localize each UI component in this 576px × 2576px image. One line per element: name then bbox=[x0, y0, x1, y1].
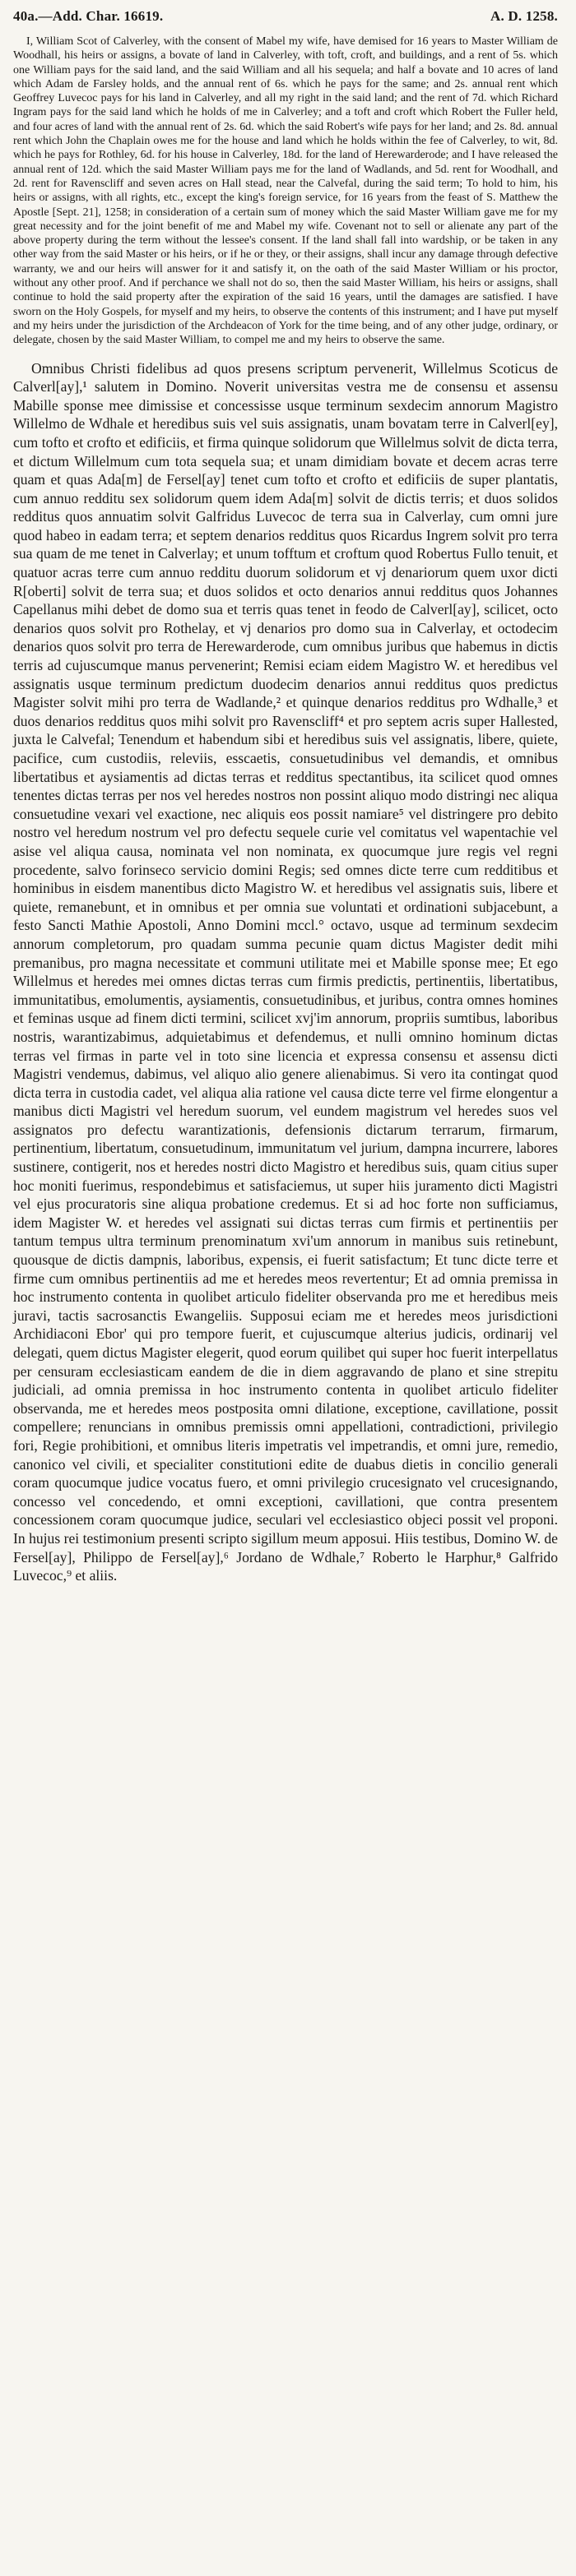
english-abstract-text: I, William Scot of Calverley, with the consent of Mabel my wife, have demised for 16 years to Master William de Woodhall, his heirs or assigns, a bovate of land in Calverley, with toft, croft, and buildings, and a rent of 5s. which one William pays for the said land, and the said William and all his sequela; and half a bovate and 10 acres of land which Adam de Farsley holds, and the annual rent of 6s. which he pays for the same; and 2s. annual rent which Geoffrey Luvecoc pays for his land in Calverley, and all my right in the said land; and the rent of 7d. which Richard Ingram pays for the said land which he holds of me in Calverley; and a toft and croft which Robert the Fuller held, and four acres of land with the annual rent of 2s. 6d. which the said Robert's wife pays for her land; and 2s. 8d. annual rent which John the Chaplain owes me for the house and land which he holds within the fee of Calverley, to wit, 8d. which he pays for Rothley, 6d. for his house in Calverley, 18d. for the land of Herewarderode; and I have released the annual rent of 12d. which the said Master William pays me for the land of Wadlands, and 5d. rent for Woodhall, and 2d. rent for Ravenscliff and seven acres on Hall stead, near the Calvefal, during the said term; To hold to him, his heirs or assigns, with all rights, etc., except the king's foreign service, for 16 years from the feast of S. Matthew the Apostle [Sept. 21], 1258; in consideration of a certain sum of money which the said Master William gave me for my great necessity and for the joint benefit of me and Mabel my wife. Covenant not to sell or alienate any part of the above property during the term without the lessee's consent. If the land shall fall into wardship, or be taken in any other way from the said Master or his heirs, or if he or they, or their assigns, shall incur any damage through defective warranty, we and our heirs will answer for it and satisfy it, on the oath of the said Master William or his proctor, without any other proof. And if perchance we shall not do so, then the said Master William, his heirs or assigns, shall continue to hold the said property after the expiration of the said 16 years, until the damages are satisfied. I have sworn on the Holy Gospels, for myself and my heirs, to observe the contents of this instrument; and I have put myself and my heirs under the jurisdiction of the Archdeacon of York for the time being, and of any other judge, ordinary, or delegate, chosen by the said Master William, to compel me and my heirs to observe the same. bbox=[13, 35, 558, 347]
document-header bbox=[13, 8, 558, 28]
latin-transcription bbox=[13, 359, 558, 1585]
charter-reference: 40a.—Add. Char. 16619. bbox=[13, 8, 164, 24]
charter-date: A. D. 1258. bbox=[490, 8, 558, 24]
document-page bbox=[13, 8, 558, 1585]
english-abstract bbox=[13, 35, 558, 348]
latin-transcription-text: Omnibus Christi fidelibus ad quos presens scriptum pervenerit, Willelmus Scoticus de Calverl[ay],¹ salutem in Domino. Noverit universitas vestra me de consensu et assensu Mabille sponse mee dimissise et concessisse usque terminum sexdecim annorum Magistro Willelmo de Wdhale et heredibus suis vel suis assignatis, unam bovatam terre in Calverl[ey], cum tofto et crofto et edificiis, et firma quinque solidorum que Willelmus solvit de dicta terra, et dictum Willelmum cum tota sequela sua; et unam dimidiam bovate et decem acras terre quam et quas Ada[m] de Fersel[ay] tenet cum tofto et crofto et edificiis de super plantatis, cum annuo redditu sex solidorum quem idem Ada[m] solvit de dictis terris; et duos solidos redditus quos annuatim solvit Galfridus Luvecoc de terra sua in Calverlay, cum omni jure quod habeo in eadam terra; et septem denarios redditus quos Ricardus Ingrem solvit pro terra sua quam de me tenet in Calverlay; et unum tofftum et croftum quod Robertus Fullo tenuit, et quatuor acras terre cum annuo redditu duorum solidorum et vj denariorum quem uxor dicti R[oberti] solvit de terra sua; et duos solidos et octo denarios annui redditus quos Johannes Capellanus mihi debet de domo sua et terris quas tenet in feodo de Calverl[ay], scilicet, octo denarios quos solvit pro Rothelay, et vj denarios pro domo sua in Calverlay, et octodecim denarios quos solvit pro terra de Herewarderode, cum omnibus juribus que habemus in dictis terris ad cujuscumque manus pervenerint; Remisi eciam eidem Magistro W. et heredibus vel assignatis usque terminum predictum duodecim denarios annui redditus quos predictus Magister solvit mihi pro terra de Wadlande,² et quinque denarios redditus pro Wdhalle,³ et duos denarios redditus quos mihi solvit pro Ravenscliff⁴ et pro septem acris super Hallested, juxta le Calvefal; Tenendum et habendum sibi et heredibus suis vel assignatis, libere, quiete, pacifice, cum custodiis, releviis, esscaetis, consuetudinibus vel demandis, et omnibus libertatibus et aysiamentis ad dictas terras et redditus spectantibus, ita scilicet quod omnes tenentes dictas terras per nos vel heredes nostros non possint aliquo modo distringi nec aliqua consuetudine vexari vel exactione, nec aliquis eos possit namiare⁵ vel distringere pro debito nostro vel heredum nostrum vel pro defectu sequele curie vel comitatus vel wapentachie vel asise vel aliqua causa, nominata vel non nominata, ex quocumque jure regis vel regni procedente, salvo forinseco servicio domini Regis; sed omnes dicte terre cum redditibus et hominibus in eisdem manentibus dicto Magistro W. et heredibus vel assignatis suis, libere et quiete, remanebunt, et in omnibus et per omnia sue voluntati et ordinationi subjacebunt, a festo Sancti Mathie Apostoli, Anno Domini mccl.° octavo, usque ad terminum sexdecim annorum completorum, pro quadam summa pecunie quam dictus Magister dedit mihi premanibus, pro magna necessitate et communi utilitate mei et Mabille sponse mee; Et ego Willelmus et heredes mei omnes dictas terras cum firmis predictis, pertinentiis, libertatibus, immunitatibus, emolumentis, aysiamentis, consuetudinibus, et juribus, contra omnes homines et feminas usque ad finem dicti termini, scilicet xvj'im annorum, propriis sumtibus, laboribus nostris, warantizabimus, adquietabimus et defendemus, et nulli omnino hominum dictas terras vel firmas in parte vel in toto sine licencia et expressa consensu et assensu dicti Magistri vendemus, dabimus, vel aliquo alio genere alienabimus. Si vero ita contingat quod dicta terra in custodia cadet, vel aliqua alia ratione vel causa dicte terre vel firme elongentur a manibus dicti Magistri vel heredum suorum, vel eundem magistrum vel heredes suos vel assignatos pro defectu warantizationis, defensionis dictarum terrarum, firmarum, pertinentium, libertatum, consuetudinum, immunitatum vel jurium, dampna incurrere, labores sustinere, contigerit, nos et heredes nostri dicto Magistro et heredibus suis, quam citius super hoc moniti fuerimus, respondebimus et satisfaciemus, ut super hiis juramento dicti Magistri vel ejus procuratoris sine aliqua probatione credemus. Et si ad hoc forte non sufficiamus, idem Magister W. et heredes vel assignati sui dictas terras cum firmis et pertinentiis per tantum tempus ultra terminum prenominatum xvi'um annorum in manibus suis retinebunt, quousque de dictis dampnis, laboribus, expensis, ei fuerit satisfactum; Et tunc dicte terre et firme cum omnibus pertinentiis ad me et heredes meos revertentur; Et ad omnia premissa in hoc instrumento contenta in quolibet articulo fideliter observanda pro me et heredibus meis juravi, tactis sacrosanctis Ewangeliis. Supposui eciam me et heredes meos jurisdictioni Archidiaconi Ebor' qui pro tempore fuerit, et cujuscumque alterius judicis, ordinarij vel delegati, quem dictus Magister elegerit, quod eorum quilibet qui super hoc fuerit interpellatus per censuram ecclesiasticam eandem de die in diem aggravando de plano et sine strepitu judiciali, ad omnia premissa in hoc instrumento contenta in quolibet articulo fideliter observanda, me et heredes meos postposita omni dilatione, exceptione, cavillatione, possit compellere; renuncians in omnibus premissis omni appellationi, contradictioni, privilegio fori, Regie prohibitioni, et omnibus literis impetratis vel impetrandis, et omni jure, remedio, canonico vel civili, et specialiter constitutioni edite de duabus dietis in concilio generali coram quocumque judice vocatus fuero, et omni privilegio crucesignato vel crucesignando, concesso vel concedendo, et omni exceptioni, cavillationi, que contra presentem concessionem coram quocumque judice, seculari vel ecclesiastico objeci possit vel proponi. In hujus rei testimonium presenti scripto sigillum meum apposui. Hiis testibus, Domino W. de Fersel[ay], Philippo de Fersel[ay],⁶ Jordano de Wdhale,⁷ Roberto le Harphur,⁸ Galfrido Luvecoc,⁹ et aliis. bbox=[13, 359, 558, 1584]
